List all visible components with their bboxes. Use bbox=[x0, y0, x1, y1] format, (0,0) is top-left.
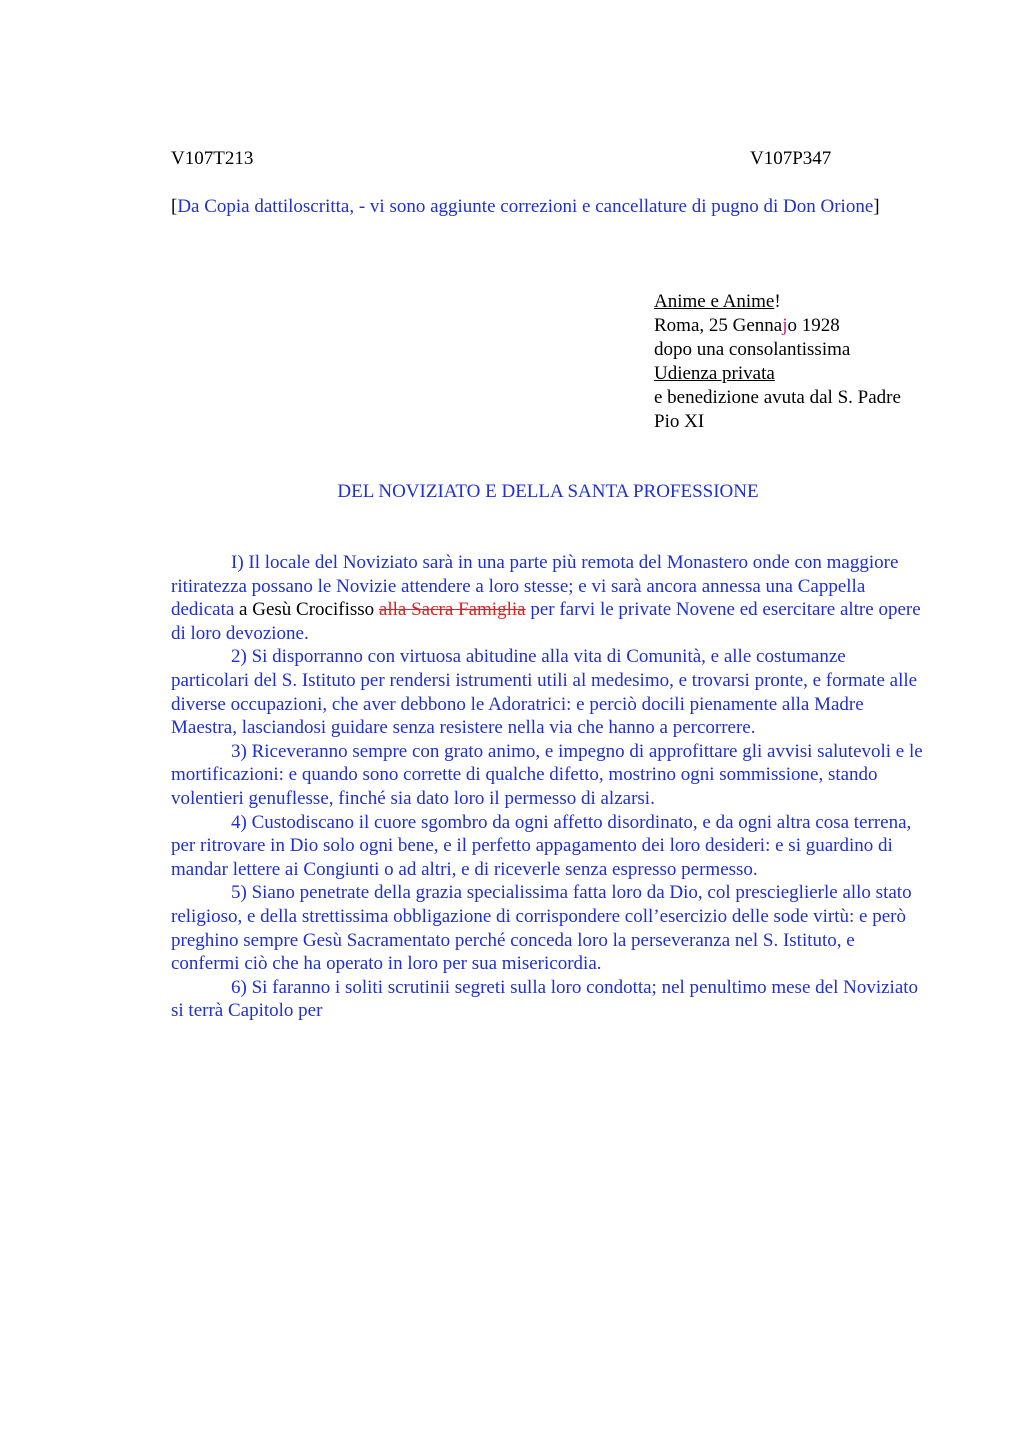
document-code-left: V107T213 bbox=[171, 148, 254, 169]
motto: Anime e Anime bbox=[654, 291, 775, 312]
editorial-note bbox=[171, 195, 901, 219]
note-open-bracket: [ bbox=[171, 196, 178, 217]
date-part1: Roma, 25 Genna bbox=[654, 315, 783, 336]
paragraph-1-struck: alla Sacra Famiglia bbox=[378, 599, 526, 621]
motto-line bbox=[654, 290, 944, 314]
body-text bbox=[171, 551, 926, 1023]
note-text: Da Copia dattiloscritta, - vi sono aggiunte correzioni e cancellature di pugno di Don Orione bbox=[177, 196, 874, 217]
paragraph-1-b: per farvi le private Novene ed esercitare altre opere di loro devozione. bbox=[171, 599, 921, 644]
document-code-right: V107P347 bbox=[750, 148, 832, 169]
note-close-bracket: ] bbox=[873, 196, 880, 217]
paragraph-4: 4) Custodiscano il cuore sgombro da ogni affetto disordinato, e da ogni altra cosa terrena, per ritrovare in Dio solo ogni bene, e il perfetto appagamento dei loro desideri: e si guardino di mandar lettere ai Congiunti o ad altri, e di riceverle senza espresso permesso. bbox=[171, 811, 912, 880]
paragraph-1-inserted: a Gesù Crocifisso bbox=[239, 599, 375, 621]
letterhead-block bbox=[654, 290, 944, 434]
date-line bbox=[654, 314, 944, 338]
paragraph-5: 5) Siano penetrate della grazia specialissima fatta loro da Dio, col prescieglierle allo stato religioso, e della strettissima obbligazione di corrispondere coll’esercizio delle sode virtù: e però preghino sempre Gesù Sacramentato perché conceda loro la perseveranza nel S. Istituto, e confermi ciò che ha operato in loro per sua misericordia. bbox=[171, 882, 912, 975]
paragraph-6: 6) Si faranno i soliti scrutinii segreti sulla loro condotta; nel penultimo mese del Noviziato si terrà Capitolo per bbox=[171, 976, 919, 1022]
letterhead-line-5: e benedizione avuta dal S. Padre bbox=[654, 387, 901, 408]
motto-punct: ! bbox=[774, 291, 781, 312]
letterhead-line-4: Udienza privata bbox=[654, 363, 775, 384]
letterhead-line-6: Pio XI bbox=[654, 411, 705, 432]
paragraph-1 bbox=[171, 551, 926, 645]
paragraph-2: 2) Si disporranno con virtuosa abitudine alla vita di Comunità, e alle costumanze particolari del S. Istituto per rendersi istrumenti utili al medesimo, e trovarsi pronte, e formate alle diverse occupazioni, che aver debbono le Adoratrici: e perciò docili pienamente alla Madre Maestra, lasciandosi guidare senza resistere nella via che hanno a percorrere. bbox=[171, 646, 918, 739]
paragraph-3: 3) Riceveranno sempre con grato animo, e impegno di approfittare gli avvisi salutevoli e le mortificazioni: e quando sono corrette di qualche difetto, mostrino ogni sommissione, stando volentieri genuflesse, finché sia dato loro il permesso di alzarsi. bbox=[171, 740, 923, 809]
letterhead-line-3: dopo una consolantissima bbox=[654, 339, 851, 360]
paragraph-1-a: I) Il locale del Noviziato sarà in una parte più remota del Monastero onde con maggiore ritiratezza possano le Novizie attendere a loro stesse; e vi sarà ancora annessa una Cappella dedicata bbox=[171, 552, 899, 621]
section-title: DEL NOVIZIATO E DELLA SANTA PROFESSIONE bbox=[337, 481, 759, 502]
date-correction: j bbox=[782, 315, 788, 336]
date-part2: o 1928 bbox=[787, 315, 840, 336]
